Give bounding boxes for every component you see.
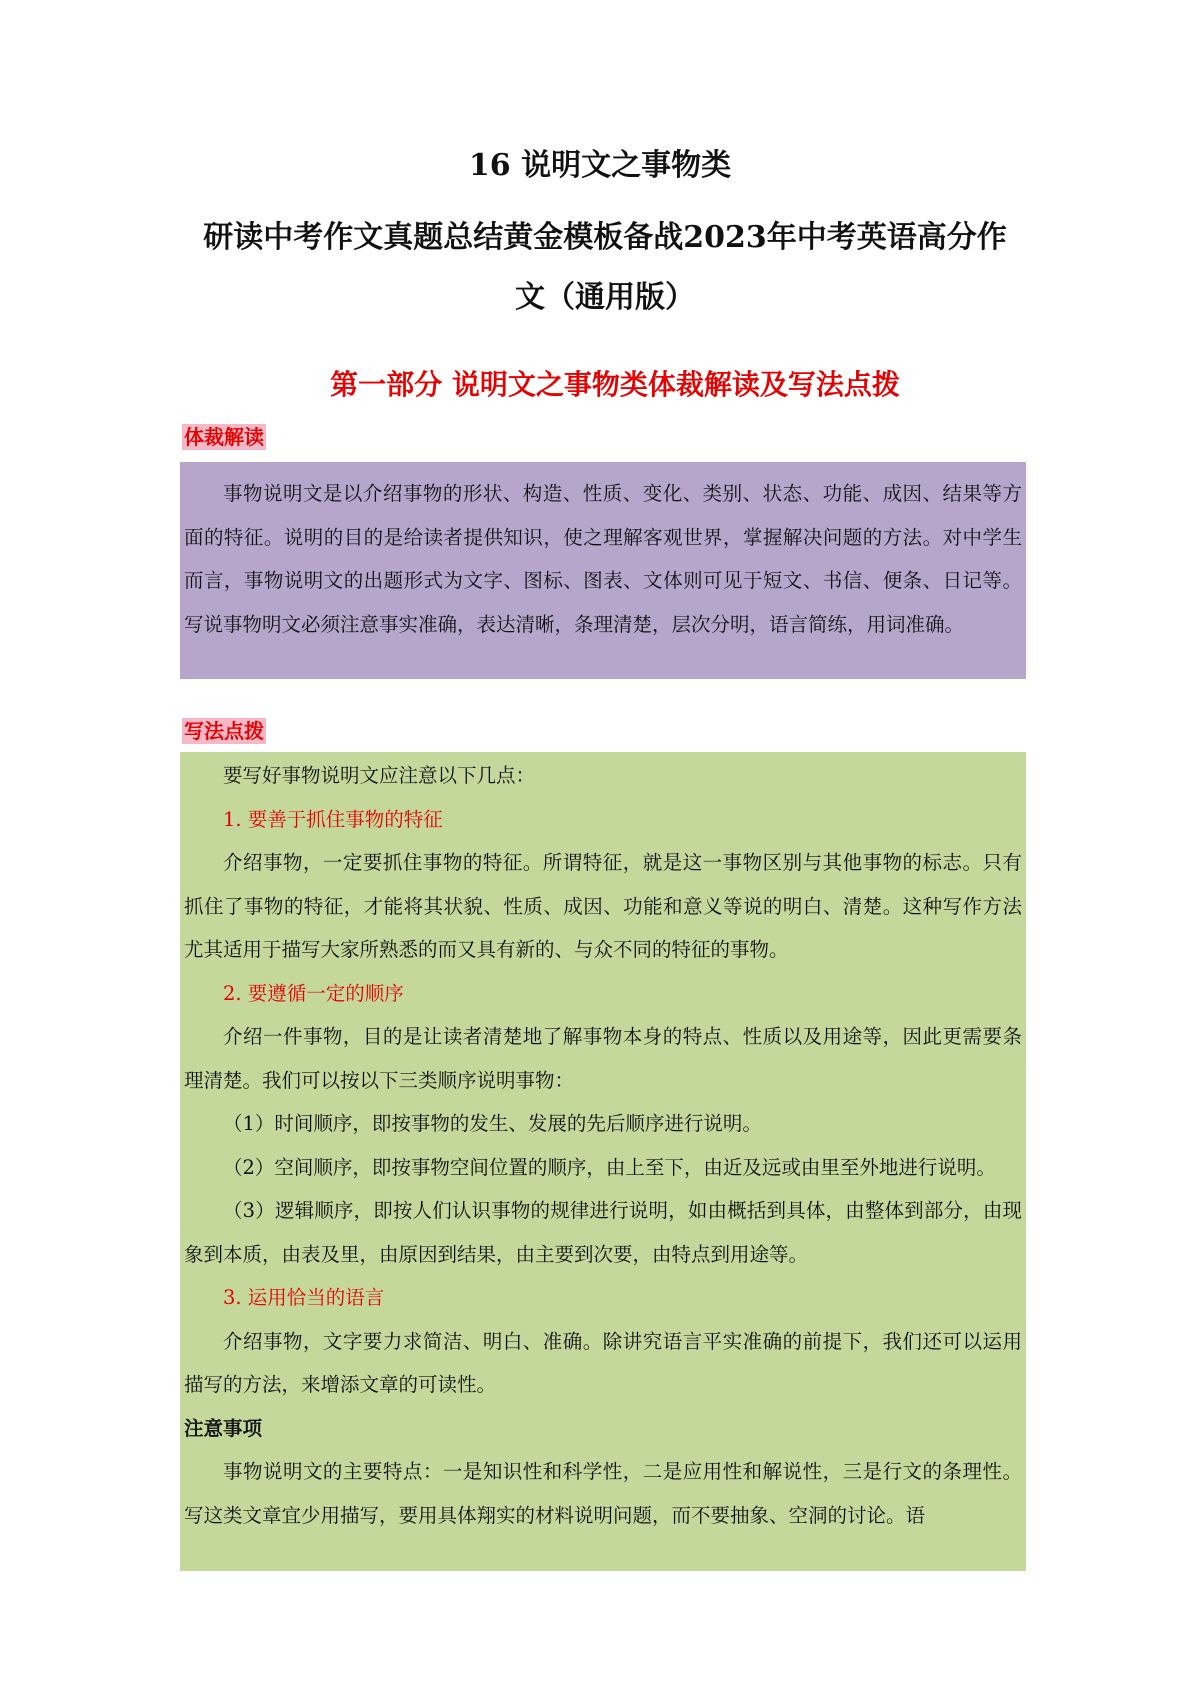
writing-intro: 要写好事物说明文应注意以下几点：	[223, 764, 536, 787]
writing-section-box	[180, 752, 1026, 1571]
writing-section-label: 写法点拨	[184, 719, 264, 743]
point2-text: 介绍一件事物，目的是让读者清楚地了解事物本身的特点、性质以及用途等，因此更需要条理清楚。我们可以按以下三类顺序说明事物：	[184, 1025, 1022, 1092]
notice-text: 事物说明文的主要特点：一是知识性和科学性，二是应用性和解说性，三是行文的条理性。写这类文章宜少用描写，要用具体翔实的材料说明问题，而不要抽象、空洞的讨论。语	[184, 1460, 1022, 1527]
genre-paragraph: 事物说明文是以介绍事物的形状、构造、性质、变化、类别、状态、功能、成因、结果等方面的特征。说明的目的是给读者提供知识，使之理解客观世界，掌握解决问题的方法。对中学生而言，事物说明文的出题形式为文字、图标、图表、文体则可见于短文、书信、便条、日记等。写说事物明文必须注意事实准确，表达清晰，条理清楚，层次分明，语言简练，用词准确。	[184, 482, 1022, 636]
document-subtitle: 研读中考作文真题总结黄金模板备战2023年中考英语高分作文（通用版）	[203, 220, 1007, 315]
order-space: （2）空间顺序，即按事物空间位置的顺序，由上至下，由近及远或由里至外地进行说明。	[223, 1155, 996, 1179]
point3-title: 3. 运用恰当的语言	[223, 1286, 385, 1309]
point1-title: 1. 要善于抓住事物的特征	[223, 807, 443, 831]
point3-text: 介绍事物，文字要力求简洁、明白、准确。除讲究语言平实准确的前提下，我们还可以运用描写的方法，来增添文章的可读性。	[184, 1329, 1022, 1396]
order-logic: （3）逻辑顺序，即按人们认识事物的规律进行说明，如由概括到具体，由整体到部分，由现象到本质，由表及里，由原因到结果，由主要到次要，由特点到用途等。	[184, 1199, 1022, 1266]
genre-section-box	[180, 462, 1026, 679]
part-heading: 第一部分 说明文之事物类体裁解读及写法点拨	[330, 368, 900, 401]
genre-section-label: 体裁解读	[184, 425, 264, 449]
notice-title: 注意事项	[184, 1416, 263, 1440]
order-time: （1）时间顺序，即按事物的发生、发展的先后顺序进行说明。	[223, 1112, 762, 1135]
document-title: 16 说明文之事物类	[468, 148, 732, 183]
point2-title: 2. 要遵循一定的顺序	[223, 981, 404, 1005]
point1-text: 介绍事物，一定要抓住事物的特征。所谓特征，就是这一事物区别与其他事物的标志。只有抓住了事物的特征，才能将其状貌、性质、成因、功能和意义等说的明白、清楚。这种写作方法尤其适用于描写大家所熟悉的而又具有新的、与众不同的特征的事物。	[184, 851, 1022, 961]
